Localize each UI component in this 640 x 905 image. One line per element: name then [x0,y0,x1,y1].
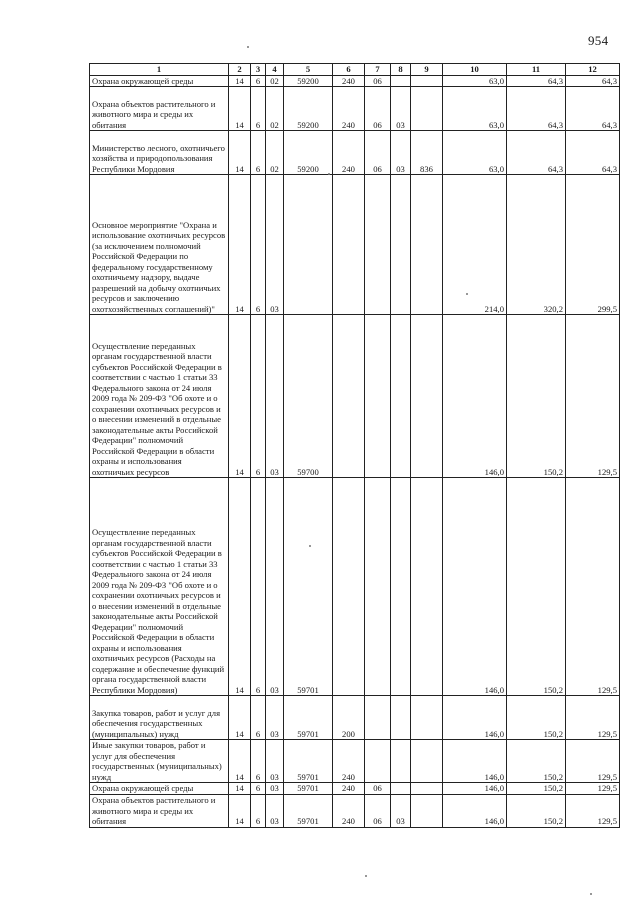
row-name-cell: Иные закупки товаров, работ и услуг для обеспечения государственных (муниципальных) нужд [90,740,229,783]
expense-type-cell: 240 [333,740,365,783]
amount-cell-col11: 150,2 [507,478,566,696]
scan-speck [466,293,468,295]
amount-cell-col10: 146,0 [443,315,507,478]
scan-speck [247,46,249,48]
functional-section-cell [365,478,391,696]
row-name-cell: Охрана объектов растительного и животного мира и среды их обитания [90,87,229,131]
amount-cell-col11: 150,2 [507,783,566,795]
section-code-cell: 14 [229,175,251,315]
column-header: 8 [391,64,411,76]
table-row [90,783,620,795]
ministry-code-cell: 836 [411,131,443,175]
section-code-cell: 14 [229,696,251,740]
functional-subsection-cell [391,783,411,795]
amount-cell-col12: 129,5 [566,315,620,478]
table-row [90,740,620,783]
functional-section-cell: 06 [365,794,391,827]
expense-type-cell: 240 [333,131,365,175]
amount-cell-col10: 146,0 [443,794,507,827]
amount-cell-col11: 150,2 [507,740,566,783]
table-row [90,478,620,696]
subsection-a-cell: 6 [251,794,266,827]
functional-section-cell [365,315,391,478]
amount-cell-col11: 64,3 [507,75,566,87]
amount-cell-col12: 129,5 [566,696,620,740]
ministry-code-cell [411,478,443,696]
amount-cell-col10: 63,0 [443,75,507,87]
column-header: 6 [333,64,365,76]
functional-section-cell: 06 [365,87,391,131]
column-header: 11 [507,64,566,76]
target-article-cell: 59701 [284,740,333,783]
target-article-cell: 59701 [284,794,333,827]
amount-cell-col12: 299,5 [566,175,620,315]
ministry-code-cell [411,783,443,795]
subsection-b-cell: 03 [266,740,284,783]
amount-cell-col11: 150,2 [507,794,566,827]
subsection-b-cell: 03 [266,696,284,740]
section-code-cell: 14 [229,478,251,696]
section-code-cell: 14 [229,131,251,175]
expense-type-cell [333,315,365,478]
table-header-row [90,64,620,76]
amount-cell-col11: 64,3 [507,87,566,131]
subsection-a-cell: 6 [251,87,266,131]
ministry-code-cell [411,75,443,87]
amount-cell-col11: 150,2 [507,696,566,740]
ministry-code-cell [411,794,443,827]
amount-cell-col10: 214,0 [443,175,507,315]
functional-subsection-cell [391,696,411,740]
column-header: 4 [266,64,284,76]
subsection-b-cell: 03 [266,783,284,795]
amount-cell-col12: 129,5 [566,740,620,783]
amount-cell-col10: 146,0 [443,740,507,783]
functional-subsection-cell [391,478,411,696]
amount-cell-col10: 63,0 [443,131,507,175]
target-article-cell: 59701 [284,696,333,740]
functional-subsection-cell [391,315,411,478]
functional-subsection-cell [391,740,411,783]
ministry-code-cell [411,87,443,131]
scan-speck [309,545,311,547]
subsection-b-cell: 02 [266,131,284,175]
scan-speck [365,875,367,877]
column-header: 10 [443,64,507,76]
functional-subsection-cell: 03 [391,794,411,827]
amount-cell-col12: 129,5 [566,794,620,827]
section-code-cell: 14 [229,87,251,131]
expense-type-cell: 240 [333,794,365,827]
row-name-cell: Охрана окружающей среды [90,75,229,87]
expense-type-cell: 240 [333,75,365,87]
target-article-cell: 59701 [284,783,333,795]
amount-cell-col11: 320,2 [507,175,566,315]
column-header: 2 [229,64,251,76]
functional-subsection-cell: 03 [391,131,411,175]
row-name-cell: Основное мероприятие "Охрана и использование охотничьих ресурсов (за исключением полномочий Российской Федерации по федеральному государственному охотничьему надзору, выдаче разрешений на добычу охотничьих ресурсов и заключению охотхозяйственных соглашений)" [90,175,229,315]
subsection-a-cell: 6 [251,175,266,315]
subsection-a-cell: 6 [251,131,266,175]
functional-subsection-cell [391,75,411,87]
table-body [90,75,620,827]
subsection-b-cell: 02 [266,75,284,87]
target-article-cell: 59700 [284,315,333,478]
table-row [90,794,620,827]
section-code-cell: 14 [229,794,251,827]
table-row [90,75,620,87]
row-name-cell: Осуществление переданных органам государственной власти субъектов Российской Федерации в соответствии с частью 1 статьи 33 Федерального закона от 24 июля 2009 года № 209-ФЗ "Об охоте и о сохранении охотничьих ресурсов и о внесении изменений в отдельные законодательные акты Российской Федерации" полномочий Российской Федерации в области охраны и использования охотничьих ресурсов (Расходы на содержание и обеспечение функций органа государственной власти Республики Мордовия) [90,478,229,696]
amount-cell-col10: 146,0 [443,696,507,740]
subsection-a-cell: 6 [251,783,266,795]
row-name-cell: Охрана окружающей среды [90,783,229,795]
scan-speck [590,893,592,895]
budget-table [89,63,620,828]
subsection-b-cell: 03 [266,315,284,478]
subsection-a-cell: 6 [251,740,266,783]
expense-type-cell [333,478,365,696]
functional-section-cell [365,696,391,740]
row-name-cell: Министерство лесного, охотничьего хозяйства и природопользования Республики Мордовия [90,131,229,175]
ministry-code-cell [411,315,443,478]
subsection-b-cell: 03 [266,175,284,315]
subsection-a-cell: 6 [251,315,266,478]
section-code-cell: 14 [229,783,251,795]
row-name-cell: Охрана объектов растительного и животного мира и среды их обитания [90,794,229,827]
column-header: 3 [251,64,266,76]
functional-section-cell [365,175,391,315]
ministry-code-cell [411,740,443,783]
functional-subsection-cell: 03 [391,87,411,131]
amount-cell-col12: 64,3 [566,87,620,131]
table-row [90,696,620,740]
subsection-b-cell: 03 [266,478,284,696]
expense-type-cell: 200 [333,696,365,740]
column-header: 7 [365,64,391,76]
subsection-a-cell: 6 [251,75,266,87]
amount-cell-col12: 129,5 [566,478,620,696]
subsection-b-cell: 03 [266,794,284,827]
amount-cell-col11: 150,2 [507,315,566,478]
amount-cell-col10: 63,0 [443,87,507,131]
table-row [90,315,620,478]
section-code-cell: 14 [229,740,251,783]
section-code-cell: 14 [229,75,251,87]
target-article-cell: 59200 [284,75,333,87]
target-article-cell: 59200 [284,131,333,175]
scan-speck [328,173,330,175]
ministry-code-cell [411,696,443,740]
row-name-cell: Осуществление переданных органам государственной власти субъектов Российской Федерации в соответствии с частью 1 статьи 33 Федерального закона от 24 июля 2009 года № 209-ФЗ "Об охоте и о сохранении охотничьих ресурсов и о внесении изменений в отдельные законодательные акты Российской Федерации" полномочий Российской Федерации в области охраны и использования охотничьих ресурсов [90,315,229,478]
functional-section-cell: 06 [365,75,391,87]
column-header: 12 [566,64,620,76]
functional-section-cell: 06 [365,131,391,175]
amount-cell-col12: 64,3 [566,131,620,175]
table-row [90,87,620,131]
column-header: 9 [411,64,443,76]
section-code-cell: 14 [229,315,251,478]
expense-type-cell [333,175,365,315]
expense-type-cell: 240 [333,87,365,131]
functional-section-cell: 06 [365,783,391,795]
column-header: 1 [90,64,229,76]
subsection-b-cell: 02 [266,87,284,131]
amount-cell-col10: 146,0 [443,478,507,696]
ministry-code-cell [411,175,443,315]
table-row [90,175,620,315]
row-name-cell: Закупка товаров, работ и услуг для обеспечения государственных (муниципальных) нужд [90,696,229,740]
functional-subsection-cell [391,175,411,315]
functional-section-cell [365,740,391,783]
page-number: 954 [588,33,609,48]
expense-type-cell: 240 [333,783,365,795]
target-article-cell [284,175,333,315]
amount-cell-col12: 64,3 [566,75,620,87]
column-header: 5 [284,64,333,76]
subsection-a-cell: 6 [251,478,266,696]
amount-cell-col12: 129,5 [566,783,620,795]
subsection-a-cell: 6 [251,696,266,740]
target-article-cell: 59200 [284,87,333,131]
amount-cell-col10: 146,0 [443,783,507,795]
table-row [90,131,620,175]
amount-cell-col11: 64,3 [507,131,566,175]
target-article-cell: 59701 [284,478,333,696]
